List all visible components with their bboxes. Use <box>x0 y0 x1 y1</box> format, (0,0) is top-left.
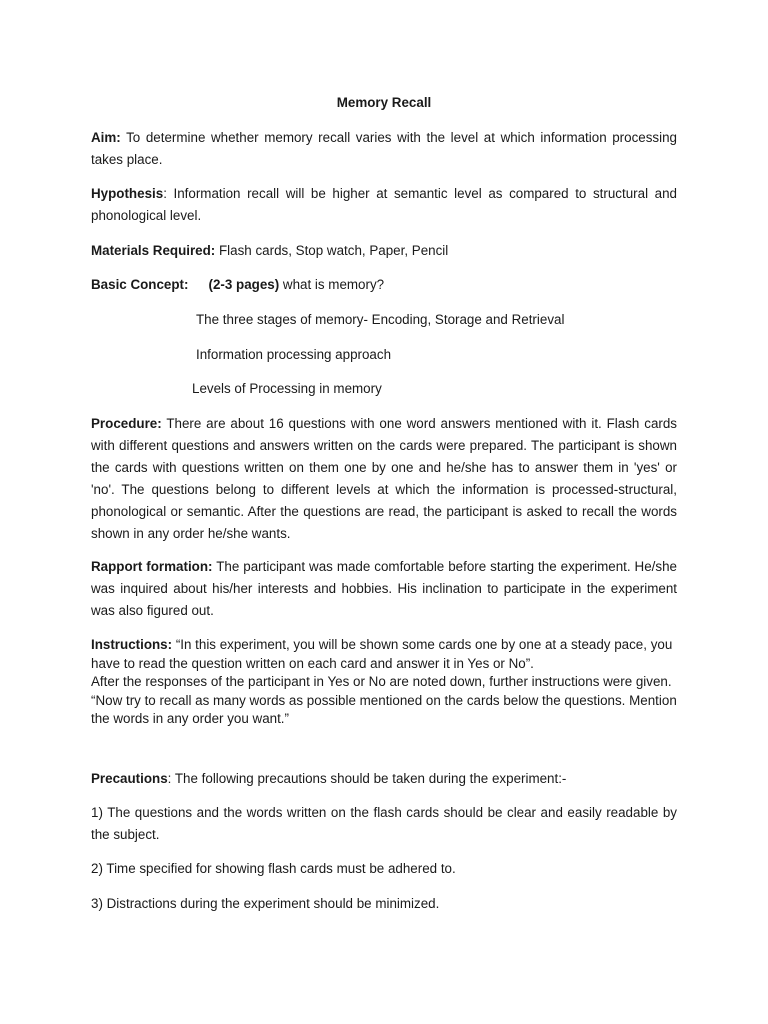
basic-concept-paragraph <box>91 274 677 296</box>
hypothesis-label: Hypothesis <box>91 186 164 201</box>
procedure-label: Procedure: <box>91 416 162 431</box>
rapport-label: Rapport formation: <box>91 559 213 574</box>
precautions-text: : The following precautions should be taken during the experiment:- <box>167 771 567 786</box>
precautions-paragraph <box>91 768 677 790</box>
concept-topic: Levels of Processing in memory <box>192 381 382 396</box>
aim-text: To determine whether memory recall varies with the level at which information processing takes place. <box>91 130 677 167</box>
basic-concept-text: what is memory? <box>279 277 385 292</box>
instructions-label: Instructions: <box>91 637 173 652</box>
basic-concept-pages: (2-3 pages) <box>208 277 280 292</box>
aim-paragraph <box>91 127 677 171</box>
concept-topic: Information processing approach <box>196 347 392 362</box>
precaution-item: 1) The questions and the words written on the flash cards should be clear and easily readable by the subject. <box>91 805 677 842</box>
instructions-line: After the responses of the participant in Yes or No are noted down, further instructions were given. <box>91 674 672 689</box>
instructions-quote: “In this experiment, you will be shown some cards one by one at a steady pace, you have to read the question written on each card and answer it in Yes or No”. <box>91 637 673 671</box>
materials-paragraph <box>91 240 677 262</box>
concept-topic: The three stages of memory- Encoding, Storage and Retrieval <box>196 312 565 327</box>
rapport-paragraph <box>91 556 677 622</box>
materials-label: Materials Required: <box>91 243 216 258</box>
precautions-label: Precautions <box>91 771 168 786</box>
hypothesis-paragraph <box>91 183 677 227</box>
materials-text: Flash cards, Stop watch, Paper, Pencil <box>215 243 449 258</box>
precaution-item: 2) Time specified for showing flash cards must be adhered to. <box>91 861 456 876</box>
rapport-text: The participant was made comfortable before starting the experiment. He/she was inquired about his/her interests and hobbies. His inclination to participate in the experiment was also figured out. <box>91 559 677 618</box>
precaution-item: 3) Distractions during the experiment should be minimized. <box>91 896 440 911</box>
aim-label: Aim: <box>91 130 121 145</box>
procedure-text: There are about 16 questions with one word answers mentioned with it. Flash cards with different questions and answers written on the cards were prepared. The participant is shown the cards with questions written on them one by one and he/she has to answer them in 'yes' or 'no'. The questions belong to different levels at which the information is processed-structural, phonological or semantic. After the questions are read, the participant is asked to recall the words shown in any order he/she wants. <box>91 416 677 541</box>
hypothesis-text: : Information recall will be higher at semantic level as compared to structural and phonological level. <box>91 186 677 223</box>
basic-concept-label: Basic Concept: <box>91 277 189 292</box>
instructions-line <box>91 636 677 673</box>
instructions-line: “Now try to recall as many words as possible mentioned on the cards below the questions. Mention the words in any order you want.” <box>91 692 677 726</box>
procedure-paragraph <box>91 413 677 545</box>
page-title: Memory Recall <box>336 95 432 110</box>
instructions-section <box>91 636 677 729</box>
